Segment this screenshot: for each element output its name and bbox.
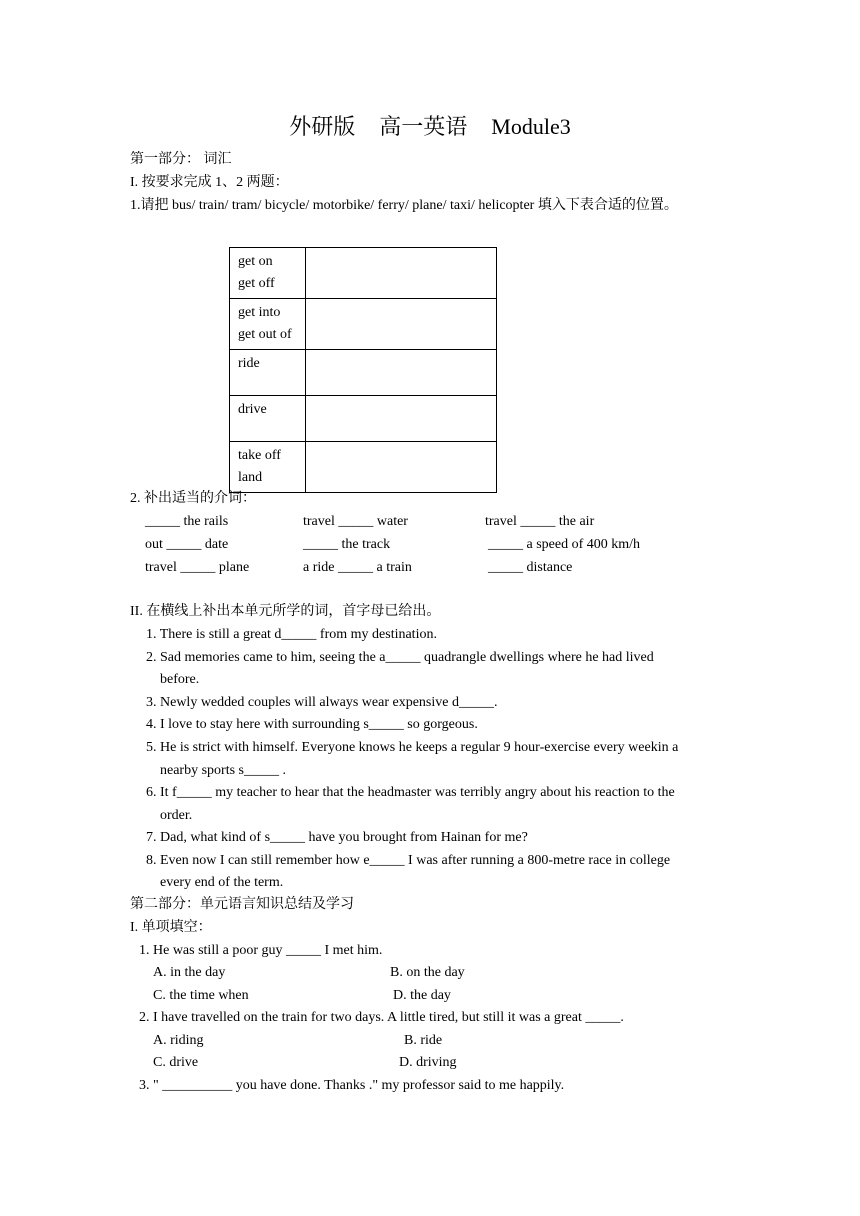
- fill-in-item-8-cont: every end of the term.: [160, 875, 284, 890]
- mc-option: D. driving: [399, 1055, 457, 1070]
- mc-option: B. on the day: [390, 965, 465, 980]
- answer-cell[interactable]: [306, 350, 497, 396]
- question-1-instruction: 1.请把 bus/ train/ tram/ bicycle/ motorbike/ ferry/ plane/ taxi/ helicopter 填入下表合适的位置。: [130, 198, 678, 213]
- vehicle-verb-table: [229, 247, 497, 493]
- title-publisher: 外研版: [289, 114, 356, 139]
- verb-cell: [230, 299, 306, 350]
- fill-in-item-1: 1. There is still a great d_____ from my destination.: [146, 627, 437, 642]
- verb-label: take off: [238, 448, 281, 463]
- table-row: [230, 442, 497, 493]
- part2-heading: 第二部分：单元语言知识总结及学习: [130, 897, 354, 912]
- answer-cell[interactable]: [306, 248, 497, 299]
- answer-cell[interactable]: [306, 299, 497, 350]
- mc-question-2: 2. I have travelled on the train for two days. A little tired, but still it was a great _____.: [139, 1010, 624, 1025]
- fill-in-item-8: 8. Even now I can still remember how e_____ I was after running a 800-metre race in college: [146, 853, 671, 868]
- preposition-item: _____ a speed of 400 km/h: [488, 537, 641, 552]
- mc-option: D. the day: [393, 988, 451, 1003]
- fill-in-item-3: 3. Newly wedded couples will always wear expensive d_____.: [146, 695, 498, 710]
- preposition-item: _____ distance: [488, 560, 573, 575]
- fill-in-item-5: 5. He is strict with himself. Everyone knows he keeps a regular 9 hour-exercise every weekin a: [146, 740, 679, 755]
- fill-in-item-5-cont: nearby sports s_____ .: [160, 763, 286, 778]
- part1-heading: 第一部分： 词汇: [130, 152, 232, 167]
- question-2-instruction: 2. 补出适当的介词：: [130, 491, 256, 506]
- fill-in-item-4: 4. I love to stay here with surrounding s_____ so gorgeous.: [146, 717, 478, 732]
- verb-label: get into: [238, 305, 281, 320]
- mc-option: A. in the day: [153, 965, 226, 980]
- verb-label: get on: [238, 254, 273, 269]
- preposition-item: a ride _____ a train: [303, 560, 412, 575]
- verb-cell: [230, 396, 306, 442]
- fill-in-item-2: 2. Sad memories came to him, seeing the a_____ quadrangle dwellings where he had lived: [146, 650, 654, 665]
- verb-cell: [230, 350, 306, 396]
- mc-question-3: 3. " __________ you have done. Thanks ." my professor said to me happily.: [139, 1078, 565, 1093]
- mc-option: B. ride: [404, 1033, 443, 1048]
- title-grade: 高一英语: [379, 114, 468, 139]
- fill-in-item-6: 6. It f_____ my teacher to hear that the headmaster was terribly angry about his reaction to the: [146, 785, 675, 800]
- fill-in-item-2-cont: before.: [160, 672, 200, 687]
- preposition-item: travel _____ plane: [145, 560, 250, 575]
- table-row: [230, 396, 497, 442]
- table-row: [230, 299, 497, 350]
- preposition-item: _____ the rails: [145, 514, 229, 529]
- verb-label: land: [238, 470, 263, 485]
- fill-in-item-7: 7. Dad, what kind of s_____ have you brought from Hainan for me?: [146, 830, 528, 845]
- verb-cell: [230, 248, 306, 299]
- part1-section1-heading: I. 按要求完成 1、2 两题：: [130, 175, 289, 190]
- mc-option: A. riding: [153, 1033, 204, 1048]
- mc-option: C. drive: [153, 1055, 199, 1070]
- fill-in-item-6-cont: order.: [160, 808, 193, 823]
- mc-option: C. the time when: [153, 988, 249, 1003]
- preposition-item: _____ the track: [303, 537, 391, 552]
- title-module: Module3: [491, 114, 571, 139]
- page-title: [0, 112, 860, 142]
- verb-cell: [230, 442, 306, 493]
- preposition-item: out _____ date: [145, 537, 229, 552]
- part1-section2-heading: II. 在横线上补出本单元所学的词，首字母已给出。: [130, 604, 441, 619]
- answer-cell[interactable]: [306, 396, 497, 442]
- answer-cell[interactable]: [306, 442, 497, 493]
- verb-label: drive: [238, 402, 267, 417]
- verb-label: ride: [238, 356, 260, 371]
- part2-section1-heading: I. 单项填空：: [130, 920, 212, 935]
- table-row: [230, 248, 497, 299]
- preposition-item: travel _____ the air: [485, 514, 595, 529]
- preposition-item: travel _____ water: [303, 514, 408, 529]
- verb-label: get off: [238, 276, 275, 291]
- verb-label: get out of: [238, 327, 292, 342]
- mc-question-1: 1. He was still a poor guy _____ I met him.: [139, 943, 383, 958]
- table-row: [230, 350, 497, 396]
